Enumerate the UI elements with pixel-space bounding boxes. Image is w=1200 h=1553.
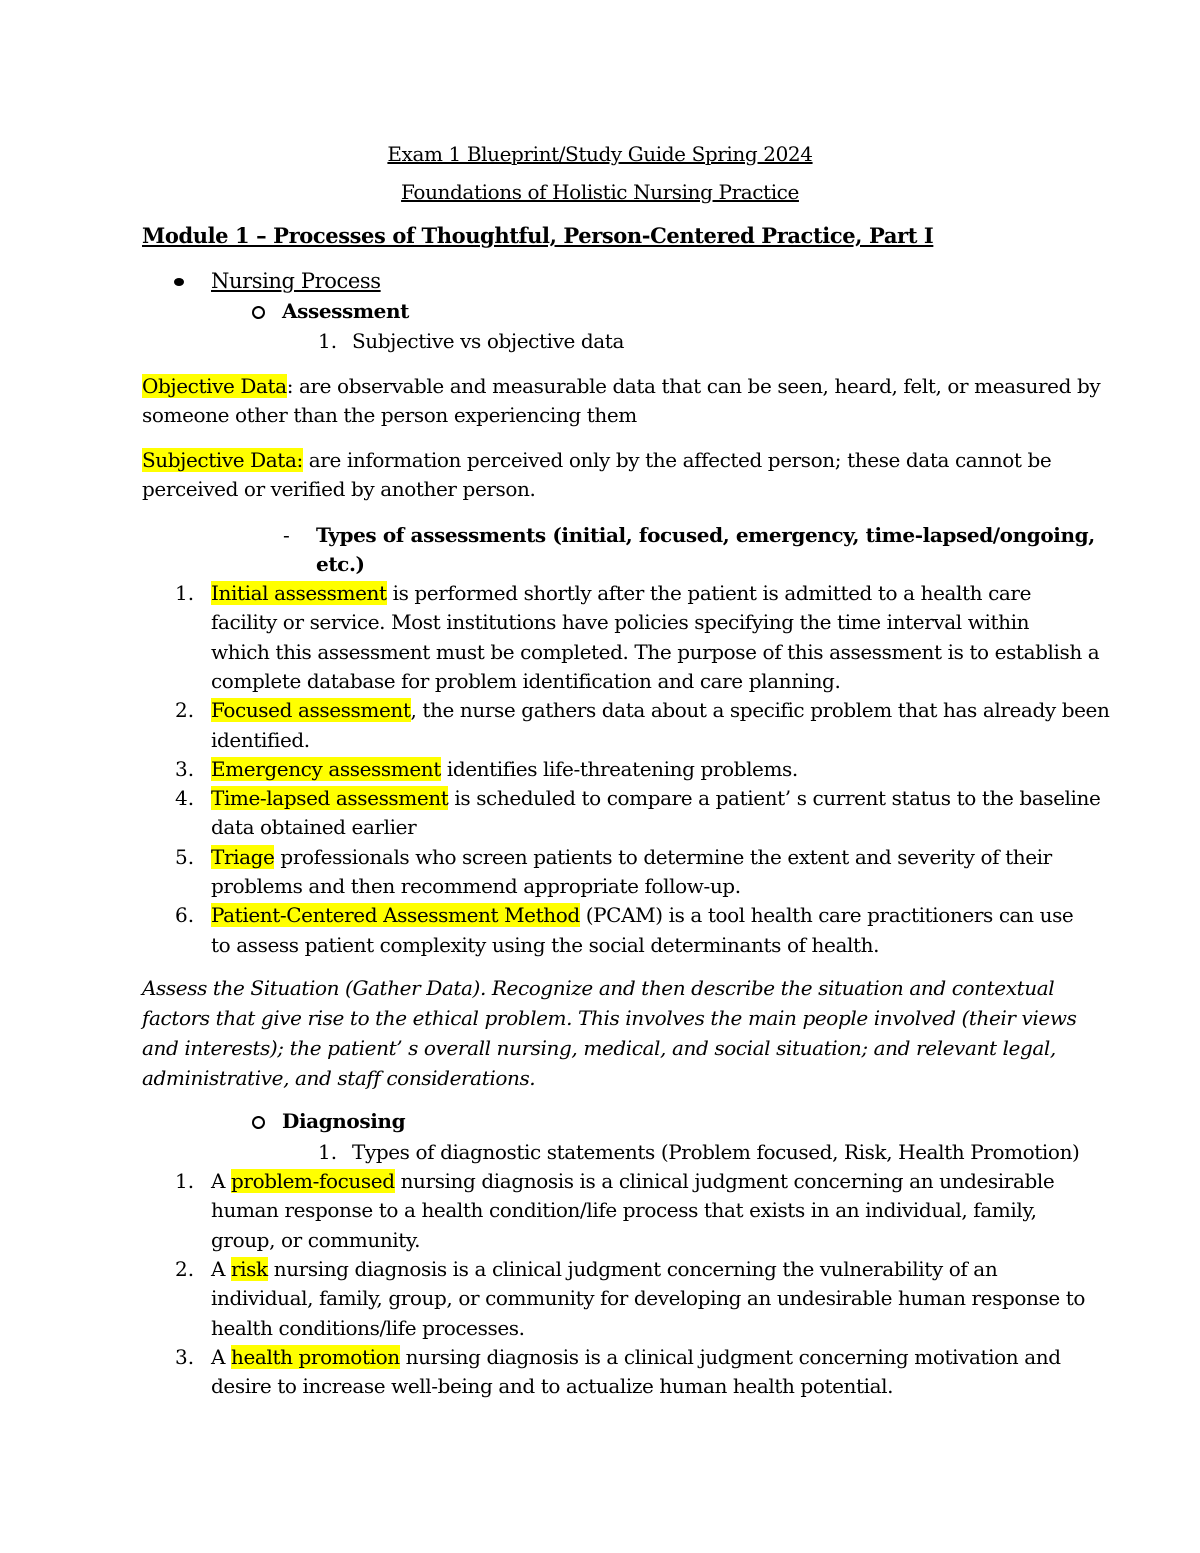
list-number: 1. [175, 581, 195, 605]
types-of-assessments-heading-cont: etc.) [316, 552, 365, 576]
paragraph-line: Assess the Situation (Gather Data). Recognize and then describe the situation and contextual [142, 976, 1055, 1000]
list-item [211, 1255, 997, 1283]
list-item-continuation: facility or service. Most institutions have policies specifying the time interval within [211, 610, 1030, 635]
list-item [211, 901, 1073, 929]
list-number: 2. [175, 1256, 195, 1281]
list-item-text: is performed shortly after the patient is admitted to a health care [386, 581, 1032, 605]
list-item-prefix: A [211, 1256, 232, 1281]
bullet-ring-icon [252, 1116, 265, 1129]
list-number: 4. [175, 786, 195, 811]
list-item [211, 784, 1100, 812]
list-item-continuation: individual, family, group, or community for developing an undesirable human response to [211, 1286, 1086, 1311]
list-number: 3. [175, 756, 195, 781]
definition-continuation: perceived or verified by another person. [142, 477, 536, 501]
highlighted-term: Emergency assessment [211, 756, 441, 781]
highlighted-term: Initial assessment [211, 581, 387, 605]
list-item [211, 579, 1031, 607]
highlighted-term: Subjective Data: [142, 448, 303, 472]
bullet-ring-icon [252, 306, 265, 319]
list-number: 5. [175, 844, 195, 869]
list-number: 3. [175, 1344, 195, 1369]
diagnosing-sub-item: Types of diagnostic statements (Problem focused, Risk, Health Promotion) [352, 1140, 1080, 1164]
list-item [211, 843, 1052, 871]
list-item-continuation: to assess patient complexity using the social determinants of health. [211, 932, 880, 957]
list-number: 1. [318, 329, 338, 353]
list-item [211, 696, 1109, 724]
highlighted-term: Focused assessment [211, 698, 411, 723]
assessment-sub-item: Subjective vs objective data [352, 329, 624, 353]
highlighted-term: Time-lapsed assessment [211, 786, 449, 811]
highlighted-term: Triage [211, 844, 275, 869]
list-item-continuation: group, or community. [211, 1227, 421, 1252]
dash-bullet: - [283, 523, 290, 547]
list-item-text: nursing diagnosis is a clinical judgment concerning motivation and [399, 1344, 1061, 1369]
list-item-text: nursing diagnosis is a clinical judgment concerning an undesirable [394, 1169, 1055, 1193]
highlighted-term: problem-focused [231, 1169, 395, 1193]
list-number: 1. [175, 1169, 195, 1193]
list-number: 2. [175, 698, 195, 723]
list-item-prefix: A [211, 1169, 232, 1193]
diagnosing-label: Diagnosing [282, 1109, 406, 1133]
nursing-process-label: Nursing Process [211, 269, 381, 293]
list-item-text: professionals who screen patients to determine the extent and severity of their [274, 844, 1052, 869]
list-item-continuation: data obtained earlier [211, 815, 417, 840]
list-item [211, 1343, 1061, 1371]
list-item-continuation: human response to a health condition/life process that exists in an individual, family, [211, 1198, 1037, 1223]
module-heading: Module 1 – Processes of Thoughtful, Person-Centered Practice, Part I [142, 223, 934, 248]
list-item-text: nursing diagnosis is a clinical judgment concerning the vulnerability of an [267, 1256, 998, 1281]
document-subtitle: Foundations of Holistic Nursing Practice [401, 180, 799, 204]
paragraph-line: factors that give rise to the ethical problem. This involves the main people involved (their views [142, 1006, 1077, 1030]
list-item-text: , the nurse gathers data about a specific problem that has already been [410, 698, 1110, 723]
list-item-continuation: identified. [211, 727, 310, 752]
list-item-text: is scheduled to compare a patient’ s current status to the baseline [448, 786, 1101, 811]
document-title: Exam 1 Blueprint/Study Guide Spring 2024 [387, 142, 813, 166]
list-item-continuation: which this assessment must be completed. The purpose of this assessment is to establish a [211, 639, 1100, 664]
list-item-continuation: health conditions/life processes. [211, 1315, 525, 1340]
paragraph-line: administrative, and staff considerations. [142, 1066, 536, 1090]
list-item-text: (PCAM) is a tool health care practitioners can use [579, 903, 1074, 928]
highlighted-term: health promotion [231, 1344, 400, 1369]
definition-text: are information perceived only by the affected person; these data cannot be [302, 448, 1052, 472]
highlighted-term: Patient-Centered Assessment Method [211, 903, 580, 928]
subjective-data-definition [142, 446, 1051, 474]
list-number: 6. [175, 903, 195, 928]
bullet-dot-icon [174, 278, 184, 286]
definition-text: : are observable and measurable data that can be seen, heard, felt, or measured by [286, 374, 1101, 398]
paragraph-line: and interests); the patient’ s overall nursing, medical, and social situation; and relevant legal, [142, 1036, 1056, 1060]
list-item-continuation: complete database for problem identification and care planning. [211, 668, 841, 693]
objective-data-definition [142, 372, 1100, 400]
list-item [211, 755, 798, 783]
list-item-continuation: problems and then recommend appropriate follow-up. [211, 874, 741, 898]
types-of-assessments-heading: Types of assessments (initial, focused, emergency, time-lapsed/ongoing, [316, 523, 1095, 547]
definition-continuation: someone other than the person experiencing them [142, 403, 637, 427]
highlighted-term: risk [231, 1256, 268, 1281]
list-number: 1. [318, 1140, 338, 1164]
highlighted-term: Objective Data [142, 374, 287, 398]
list-item-text: identifies life-threatening problems. [440, 756, 798, 781]
assessment-label: Assessment [282, 299, 409, 323]
list-item-continuation: desire to increase well-being and to actualize human health potential. [211, 1374, 894, 1399]
list-item-prefix: A [211, 1344, 232, 1369]
list-item [211, 1167, 1054, 1195]
